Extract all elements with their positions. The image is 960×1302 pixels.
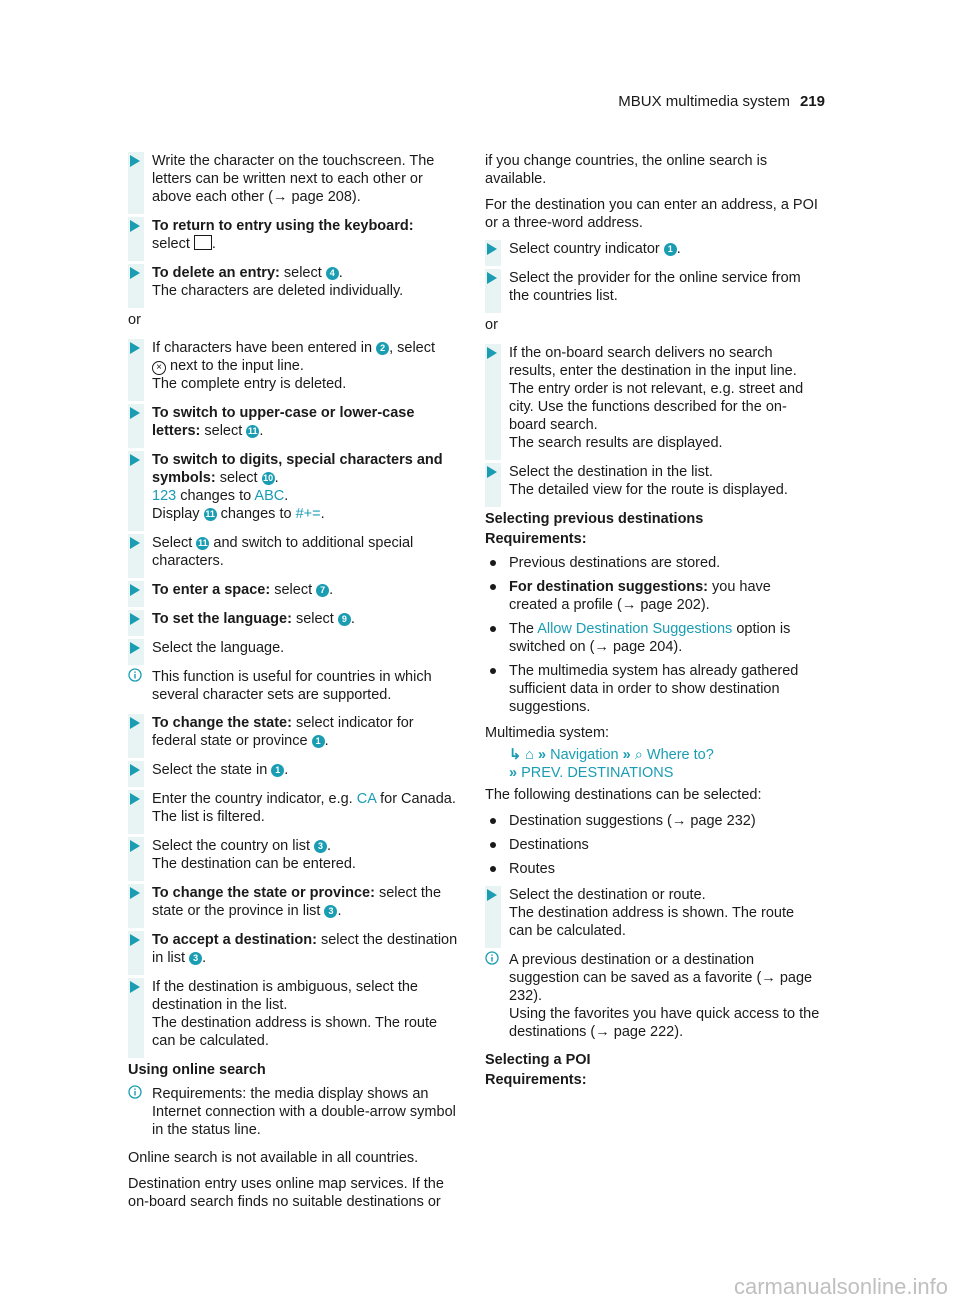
clear-icon: × bbox=[152, 361, 166, 375]
step-arrow-icon bbox=[130, 793, 140, 805]
step-result: The detailed view for the route is displayed. bbox=[509, 482, 788, 498]
step-text: . bbox=[327, 838, 332, 854]
list-item: Previous destinations are stored. bbox=[485, 554, 820, 572]
step-text: . bbox=[211, 236, 216, 252]
step-text: select bbox=[204, 423, 243, 439]
step bbox=[128, 534, 458, 570]
page-header bbox=[618, 93, 825, 111]
step-arrow-icon bbox=[130, 454, 140, 466]
step-text: next to the input line. bbox=[170, 358, 304, 374]
list-item-text: option is switched on (→ page 204). bbox=[509, 621, 791, 655]
step bbox=[485, 344, 820, 452]
step-arrow-icon bbox=[130, 342, 140, 354]
info-note bbox=[128, 1085, 458, 1139]
step-text: . bbox=[324, 733, 329, 749]
step-arrow-icon bbox=[130, 840, 140, 852]
step-result: The destination address is shown. The route can be calculated. bbox=[152, 1015, 438, 1049]
info-icon bbox=[128, 668, 142, 682]
step-result: The complete entry is deleted. bbox=[152, 376, 347, 392]
or-text: or bbox=[128, 312, 141, 328]
info-icon bbox=[128, 1085, 142, 1099]
list-item bbox=[485, 578, 820, 614]
step-text: If the destination is ambiguous, select the destination in the list. bbox=[152, 979, 418, 1013]
step-result: The list is filtered. bbox=[152, 809, 265, 825]
step-text: Write the character on the touchscreen. The letters can be written next to each other or above each other (→ page 208). bbox=[152, 153, 435, 205]
note-text: Requirements: the media display shows an Internet connection with a double-arrow symbol in the status line. bbox=[152, 1086, 456, 1138]
step-text: . bbox=[274, 470, 279, 486]
step-text: . bbox=[676, 241, 681, 257]
step bbox=[128, 761, 458, 779]
step-text: select the state or the province in list bbox=[152, 885, 442, 919]
list-item-heading: For destination suggestions: bbox=[509, 579, 708, 595]
step-arrow-icon bbox=[130, 407, 140, 419]
step-heading: To set the language: bbox=[152, 611, 292, 627]
list-item bbox=[485, 620, 820, 656]
callout-number: 11 bbox=[198, 538, 208, 548]
display-text: Allow Destination Suggestions bbox=[537, 621, 733, 637]
callout-number: 1 bbox=[664, 243, 677, 256]
left-column bbox=[128, 152, 458, 1219]
callout-number: 1 bbox=[312, 735, 325, 748]
display-text: ABC bbox=[254, 488, 285, 504]
header-title: MBUX multimedia system bbox=[618, 93, 790, 110]
display-text: #+= bbox=[295, 506, 321, 522]
step-heading: To switch to upper-case or lower-case letters: bbox=[152, 405, 415, 439]
list-item: Routes bbox=[485, 860, 820, 878]
step-text: Select the state in bbox=[152, 762, 268, 778]
step-arrow-icon bbox=[130, 267, 140, 279]
step-text: Select the provider for the online service from the countries list. bbox=[509, 270, 801, 304]
step bbox=[128, 581, 458, 599]
step-heading: To change the state or province: bbox=[152, 885, 375, 901]
step bbox=[128, 978, 458, 1050]
or-text: or bbox=[485, 317, 498, 333]
step-arrow-icon bbox=[487, 272, 497, 284]
step-result: The search results are displayed. bbox=[509, 435, 723, 451]
section-heading: Using online search bbox=[128, 1062, 266, 1078]
section-heading: Selecting previous destinations bbox=[485, 511, 704, 527]
step-text: select bbox=[283, 265, 322, 281]
callout-number: 2 bbox=[376, 342, 389, 355]
chevron-right-icon: » bbox=[509, 765, 518, 781]
step-arrow-icon bbox=[130, 220, 140, 232]
step-heading: To accept a destination: bbox=[152, 932, 317, 948]
step-text: select bbox=[295, 611, 334, 627]
step bbox=[128, 931, 458, 967]
step-arrow-icon bbox=[130, 934, 140, 946]
path-where-to: Where to? bbox=[646, 747, 714, 763]
step-result: The destination address is shown. The route can be calculated. bbox=[509, 905, 795, 939]
paragraph: Multimedia system: bbox=[485, 725, 610, 741]
note-text: A previous destination or a destination suggestion can be saved as a favorite (→ page 232). bbox=[509, 952, 813, 1004]
step-text: and switch to additional special characters. bbox=[152, 535, 414, 569]
info-note bbox=[485, 951, 820, 1041]
step-text: , select bbox=[389, 340, 436, 356]
step-text: Select bbox=[152, 535, 193, 551]
step-text: select bbox=[274, 582, 313, 598]
list-item-text: you have created a profile (→ page 202). bbox=[509, 579, 771, 613]
step-arrow-icon bbox=[487, 889, 497, 901]
step bbox=[485, 269, 820, 305]
step bbox=[128, 610, 458, 628]
path-navigation: Navigation bbox=[550, 747, 619, 763]
step bbox=[128, 837, 458, 873]
step-result: The characters are deleted individually. bbox=[152, 283, 404, 299]
step-text: Enter the country indicator, e.g. bbox=[152, 791, 353, 807]
paragraph: For the destination you can enter an address, a POI or a three-word address. bbox=[485, 197, 818, 231]
step-heading: To enter a space: bbox=[152, 582, 271, 598]
path-prev-destinations: PREV. DESTINATIONS bbox=[521, 765, 674, 781]
menu-path bbox=[485, 746, 820, 782]
step-arrow-icon bbox=[130, 584, 140, 596]
step-arrow-icon bbox=[487, 243, 497, 255]
step-text: Select the destination or route. bbox=[509, 887, 706, 903]
step bbox=[128, 264, 458, 300]
requirements-list bbox=[485, 554, 820, 716]
step: To switch to digits, special characters and symbols: select 10 . 123 changes to ABC. Display 11 changes to #+=. bbox=[128, 451, 458, 523]
step bbox=[128, 714, 458, 750]
step-arrow-icon bbox=[130, 155, 140, 167]
step-text: select the destination in list bbox=[152, 932, 458, 966]
step bbox=[128, 217, 458, 253]
step-text: If the on-board search delivers no search results, enter the destination in the input line. The entry order is not relevant, e.g. street and city. Use the functions described for the on-board search. bbox=[509, 345, 804, 433]
step-arrow-icon bbox=[130, 642, 140, 654]
callout-number: 3 bbox=[314, 840, 327, 853]
callout-number: 3 bbox=[324, 905, 337, 918]
chevron-right-icon: » bbox=[537, 747, 547, 763]
requirements-heading: Requirements: bbox=[485, 1072, 587, 1088]
step-text: Select country indicator bbox=[509, 241, 660, 257]
step-text: . bbox=[259, 423, 264, 439]
step-text: . bbox=[329, 582, 334, 598]
step bbox=[128, 152, 458, 206]
display-text: 123 bbox=[152, 488, 177, 504]
right-column bbox=[485, 152, 820, 1095]
list-item: Destinations bbox=[485, 836, 820, 854]
step bbox=[128, 404, 458, 440]
section-heading: Selecting a POI bbox=[485, 1052, 591, 1068]
callout-number: 4 bbox=[326, 267, 339, 280]
note-text: Using the favorites you have quick access to the destinations (→ page 222). bbox=[509, 1006, 820, 1040]
step-text: If characters have been entered in bbox=[152, 340, 373, 356]
step bbox=[485, 240, 820, 258]
step-heading: To return to entry using the keyboard: bbox=[152, 218, 414, 234]
step bbox=[128, 639, 458, 657]
step-text: . bbox=[284, 762, 289, 778]
page-number: 219 bbox=[799, 93, 825, 110]
step-arrow-icon bbox=[130, 764, 140, 776]
list-item: Destination suggestions (→ page 232) bbox=[485, 812, 820, 830]
step-text: Select the destination in the list. bbox=[509, 464, 713, 480]
paragraph: if you change countries, the online search is available. bbox=[485, 153, 768, 187]
destinations-list bbox=[485, 812, 820, 878]
step-heading: To switch to digits, special characters and symbols: bbox=[152, 452, 443, 486]
step-arrow-icon bbox=[487, 466, 497, 478]
step bbox=[485, 886, 820, 940]
step-arrow-icon bbox=[130, 717, 140, 729]
paragraph: Destination entry uses online map services. If the on-board search finds no suitable destinations or bbox=[128, 1176, 444, 1210]
step-text: select bbox=[219, 470, 258, 486]
step-result: The destination can be entered. bbox=[152, 856, 356, 872]
step-heading: To delete an entry: bbox=[152, 265, 280, 281]
keyboard-icon bbox=[194, 235, 212, 250]
step-heading: To change the state: bbox=[152, 715, 292, 731]
callout-number: 11 bbox=[248, 426, 258, 436]
search-icon: ⌕ bbox=[634, 747, 643, 763]
step bbox=[485, 463, 820, 499]
step-arrow-icon bbox=[130, 537, 140, 549]
info-note bbox=[128, 668, 458, 704]
step-text: select indicator for federal state or province bbox=[152, 715, 414, 749]
list-item-text: The bbox=[509, 621, 534, 637]
step-text: . bbox=[337, 903, 342, 919]
step bbox=[128, 884, 458, 920]
paragraph: The following destinations can be selected: bbox=[485, 787, 762, 803]
step bbox=[128, 339, 458, 393]
watermark: carmanualsonline.info bbox=[733, 1274, 948, 1299]
step-arrow-icon bbox=[130, 887, 140, 899]
home-icon: ⌂ bbox=[525, 747, 534, 763]
callout-number: 10 bbox=[263, 473, 274, 483]
requirements-heading: Requirements: bbox=[485, 531, 587, 547]
callout-number: 7 bbox=[316, 584, 329, 597]
step-text: Select the language. bbox=[152, 640, 285, 656]
note-text: This function is useful for countries in which several character sets are supported. bbox=[152, 669, 432, 703]
display-text: CA bbox=[356, 791, 377, 807]
paragraph: Online search is not available in all countries. bbox=[128, 1150, 419, 1166]
step bbox=[128, 790, 458, 826]
step-text: Select the country on list bbox=[152, 838, 310, 854]
info-icon bbox=[485, 951, 499, 965]
callout-number: 11 bbox=[205, 509, 215, 519]
step-text: . bbox=[320, 506, 325, 522]
path-arrow-icon: ↳ bbox=[509, 747, 522, 763]
step-text: . bbox=[338, 265, 343, 281]
step-text: for Canada. bbox=[380, 791, 456, 807]
step-text: Display bbox=[152, 506, 200, 522]
callout-number: 3 bbox=[189, 952, 202, 965]
list-item: The multimedia system has already gathered sufficient data in order to show destination suggestions. bbox=[485, 662, 820, 716]
step-arrow-icon bbox=[130, 981, 140, 993]
callout-number: 1 bbox=[271, 764, 284, 777]
step-text: . bbox=[350, 611, 355, 627]
step-arrow-icon bbox=[130, 613, 140, 625]
step-text: . bbox=[202, 950, 207, 966]
step-text: changes to bbox=[220, 506, 292, 522]
step-text: changes to bbox=[180, 488, 252, 504]
chevron-right-icon: » bbox=[622, 747, 631, 763]
callout-number: 9 bbox=[338, 613, 351, 626]
step-arrow-icon bbox=[487, 347, 497, 359]
step-text: select bbox=[152, 236, 190, 252]
